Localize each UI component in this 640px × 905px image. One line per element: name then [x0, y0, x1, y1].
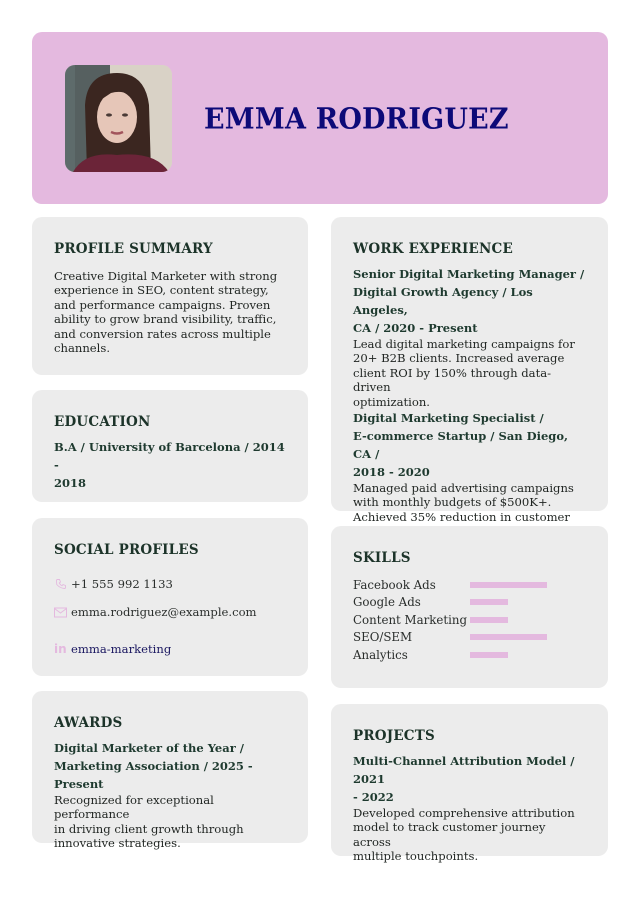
job-heading	[353, 265, 586, 337]
project-heading	[353, 752, 586, 806]
section-title: AWARDS	[54, 715, 123, 731]
text-line: optimization.	[353, 394, 430, 409]
email-address[interactable]: emma.rodriguez@example.com	[71, 605, 257, 619]
text-line: Recognized for exceptional performance	[54, 793, 214, 822]
text-line: ability to grow brand visibility, traffic,	[54, 312, 277, 327]
award-heading	[54, 739, 286, 793]
section-title: SKILLS	[353, 550, 411, 566]
section-title: PROFILE SUMMARY	[54, 241, 213, 257]
linkedin-icon: in	[54, 642, 67, 656]
text-line: channels.	[54, 341, 111, 356]
text-line: Managed paid advertising campaigns	[353, 481, 574, 496]
mail-icon	[54, 606, 67, 619]
skill-item	[353, 594, 586, 612]
text-line: CA / 2020 - Present	[353, 321, 478, 335]
resume-header	[32, 32, 608, 204]
skill-item	[353, 629, 586, 647]
skill-level-bar	[470, 617, 508, 623]
text-line: Lead digital marketing campaigns for	[353, 337, 575, 351]
text-line: Marketing Association / 2025 - Present	[54, 759, 253, 791]
text-line: Developed comprehensive attribution	[353, 806, 575, 820]
skill-level-bar	[470, 634, 547, 640]
text-line: Achieved 35% reduction in customer	[353, 509, 570, 524]
profile-photo	[65, 65, 172, 172]
social-profiles-card	[32, 518, 308, 676]
linkedin-link[interactable]: emma-marketing	[71, 642, 172, 656]
phone-icon	[54, 578, 67, 591]
job-heading	[353, 409, 586, 481]
text-line: client ROI by 150% through data-driven	[353, 365, 552, 395]
text-line: experience in SEO, content strategy,	[54, 283, 269, 298]
portrait-image	[65, 65, 172, 172]
text-line: innovative strategies.	[54, 836, 181, 851]
skill-level-bar	[470, 599, 508, 605]
skill-level-bar	[470, 652, 508, 658]
award-description	[54, 793, 286, 851]
profile-summary-card	[32, 217, 308, 375]
skill-item	[353, 576, 586, 594]
text-line: in driving client growth through	[54, 821, 244, 836]
section-title: EDUCATION	[54, 414, 151, 430]
education-card	[32, 390, 308, 502]
phone-number[interactable]: +1 555 992 1133	[71, 577, 173, 591]
skill-item	[353, 646, 586, 664]
profile-text	[54, 269, 286, 355]
text-line: B.A / University of Barcelona / 2014 -	[54, 440, 285, 472]
projects-card	[331, 704, 608, 864]
section-title: SOCIAL PROFILES	[54, 542, 199, 558]
skills-list	[353, 576, 586, 664]
text-line: Senior Digital Marketing Manager /	[353, 267, 585, 281]
text-line: multiple touchpoints.	[353, 849, 479, 864]
email-row	[54, 604, 286, 620]
text-line: and performance campaigns. Proven	[54, 297, 271, 312]
text-line: E-commerce Startup / San Diego, CA /	[353, 429, 569, 462]
candidate-name: EMMA RODRIGUEZ	[204, 102, 509, 137]
skills-card	[331, 526, 608, 688]
project-description	[353, 806, 586, 864]
text-line: 2018 - 2020	[353, 465, 430, 480]
skill-level-bar	[470, 582, 547, 588]
text-line: Digital Marketer of the Year /	[54, 741, 244, 755]
work-experience-card	[331, 217, 608, 524]
skill-name: Google Ads	[353, 595, 421, 610]
education-entry	[54, 438, 286, 492]
skill-name: SEO/SEM	[353, 630, 413, 645]
linkedin-row	[54, 641, 286, 657]
section-title: WORK EXPERIENCE	[353, 241, 513, 257]
section-title: PROJECTS	[353, 728, 435, 744]
text-line: Digital Growth Agency / Los Angeles,	[353, 285, 533, 317]
text-line: Multi-Channel Attribution Model / 2021	[353, 754, 575, 786]
skill-name: Facebook Ads	[353, 577, 436, 592]
text-line: model to track customer journey across	[353, 820, 546, 849]
job-description	[353, 337, 586, 409]
skill-name: Analytics	[353, 647, 408, 662]
text-line: - 2022	[353, 790, 394, 804]
text-line: Digital Marketing Specialist /	[353, 411, 544, 426]
text-line: and conversion rates across multiple	[54, 326, 271, 341]
phone-row	[54, 576, 286, 592]
text-line: 20+ B2B clients. Increased average	[353, 351, 565, 366]
text-line: Creative Digital Marketer with strong	[54, 269, 278, 283]
awards-card	[32, 691, 308, 851]
skill-name: Content Marketing	[353, 612, 468, 627]
skill-item	[353, 611, 586, 629]
text-line: 2018	[54, 476, 87, 490]
text-line: with monthly budgets of $500K+.	[353, 495, 552, 510]
